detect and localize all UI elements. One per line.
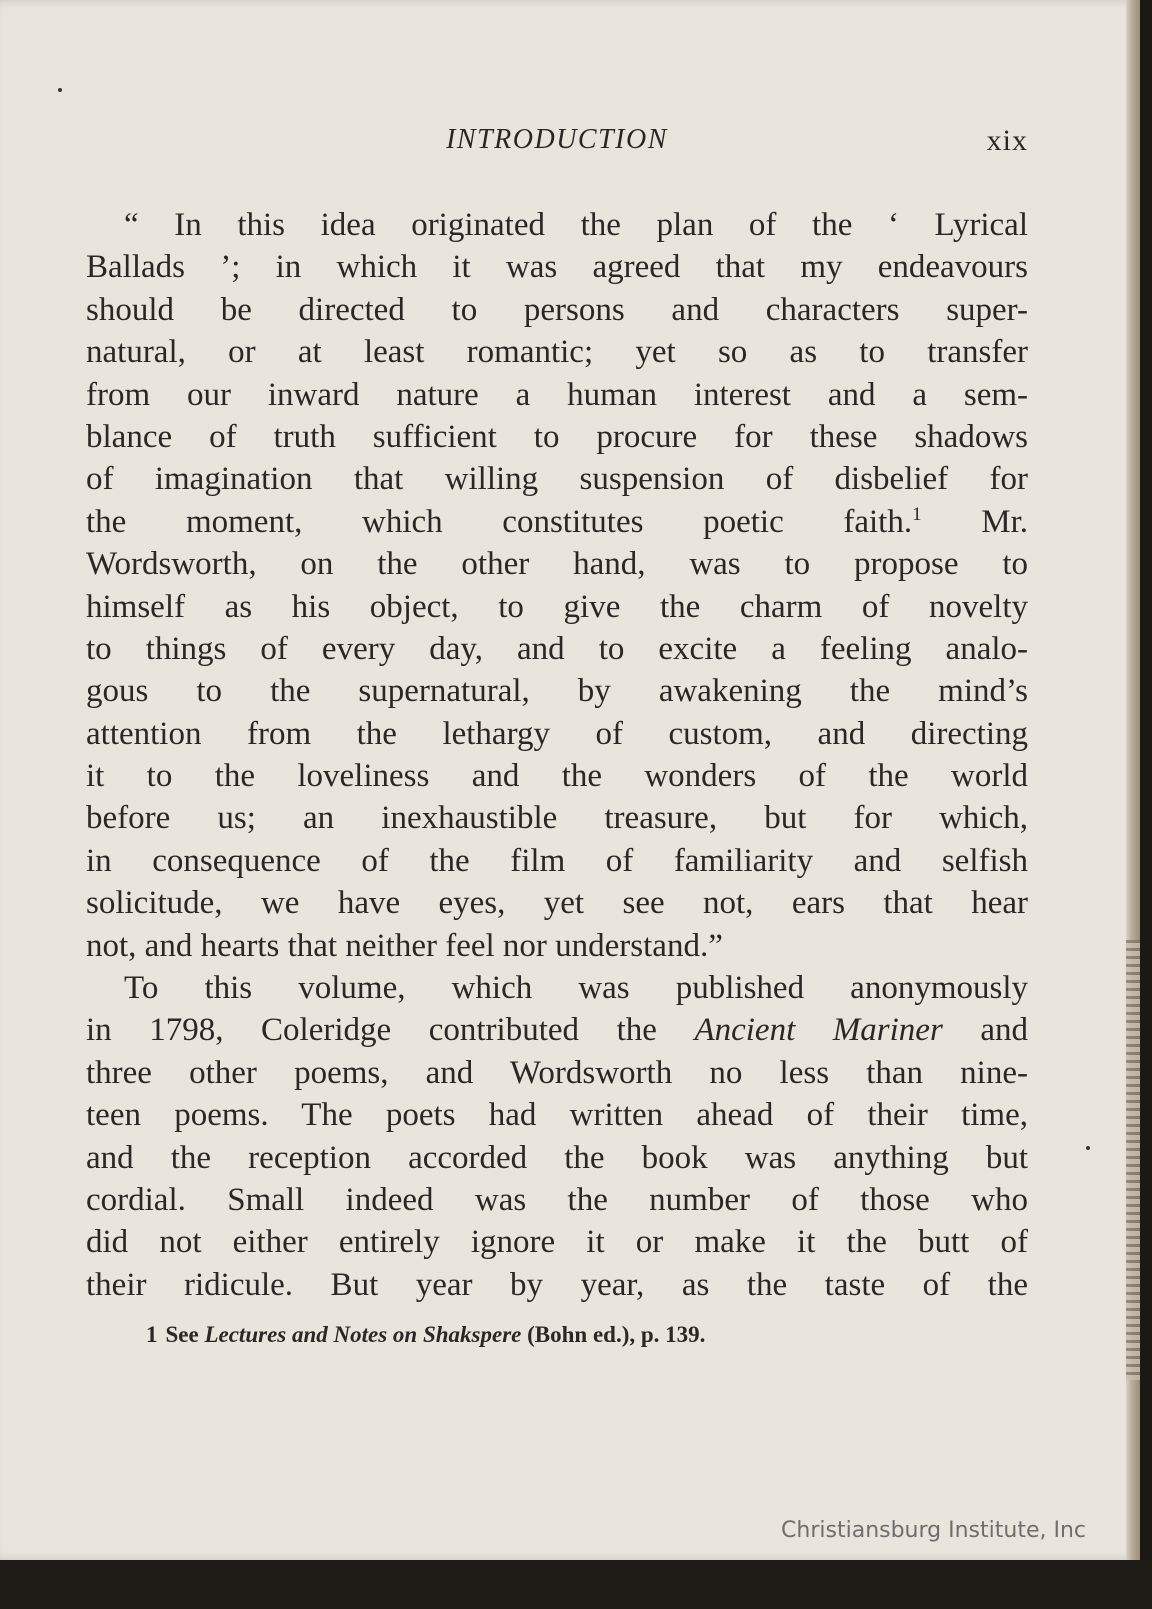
text-segment: the moment, which constitutes poetic faith. — [86, 503, 913, 540]
text-line: should be directed to persons and characters super- — [86, 291, 1028, 328]
text-line: in consequence of the film of familiarity and selfish — [86, 842, 1028, 879]
watermark: Christiansburg Institute, Inc — [781, 1518, 1086, 1543]
running-head — [86, 124, 1028, 164]
text-line: To this volume, which was published anonymously — [124, 970, 1028, 1007]
footnote-suffix: (Bohn ed.), p. 139. — [527, 1322, 706, 1347]
footnote-prefix: See — [165, 1322, 199, 1347]
text-line: from our inward nature a human interest and a sem- — [86, 376, 1028, 413]
footnote-reference: 1 — [912, 503, 922, 525]
bottom-shadow-band — [0, 1560, 1152, 1609]
text-line: it to the loveliness and the wonders of the world — [86, 758, 1028, 795]
body-text — [86, 204, 1028, 1306]
page-number: xix — [986, 124, 1028, 157]
text-line: of imagination that willing suspension of disbelief for — [86, 461, 1028, 498]
text-line: teen poems. The poets had written ahead of their time, — [86, 1097, 1028, 1134]
text-line: to things of every day, and to excite a feeling analo- — [86, 630, 1028, 667]
paper-speck — [1086, 1146, 1090, 1150]
text-segment: in 1798, Coleridge contributed the — [86, 1012, 657, 1049]
text-line: attention from the lethargy of custom, and directing — [86, 715, 1028, 752]
text-line: natural, or at least romantic; yet so as to transfer — [86, 334, 1028, 371]
footnote-mark: 1 — [146, 1322, 158, 1347]
paragraph-quote — [86, 204, 1028, 967]
text-line: did not either entirely ignore it or make it the butt of — [86, 1224, 1028, 1261]
paper-speck — [58, 88, 62, 92]
text-line-with-footnote-ref — [86, 501, 1028, 543]
footnote — [146, 1322, 705, 1348]
text-segment: and — [980, 1012, 1029, 1049]
running-title: INTRODUCTION — [446, 124, 668, 155]
paragraph-narrative — [86, 967, 1028, 1306]
text-line: their ridicule. But year by year, as the taste of the — [86, 1266, 1028, 1303]
work-title: Ancient Mariner — [694, 1012, 943, 1049]
text-line: “ In this idea originated the plan of the ‘ Lyrical — [124, 207, 1028, 243]
text-line: himself as his object, to give the charm of novelty — [86, 588, 1028, 625]
text-line: Wordsworth, on the other hand, was to propose to — [86, 546, 1028, 583]
text-line: blance of truth sufficient to procure for these shadows — [86, 418, 1028, 455]
text-line: not, and hearts that neither feel nor understand.” — [86, 927, 723, 964]
text-line: and the reception accorded the book was anything but — [86, 1139, 1028, 1176]
text-line: before us; an inexhaustible treasure, but for which, — [86, 800, 1028, 837]
text-segment: Mr. — [981, 503, 1029, 540]
text-line: cordial. Small indeed was the number of those who — [86, 1181, 1028, 1218]
text-line: Ballads ’; in which it was agreed that my endeavours — [86, 249, 1028, 286]
text-line: solicitude, we have eyes, yet see not, ears that hear — [86, 885, 1028, 922]
text-line: three other poems, and Wordsworth no less than nine- — [86, 1054, 1028, 1091]
page-edge-stripes — [1126, 940, 1140, 1380]
text-line-with-title — [86, 1009, 1028, 1051]
text-line: gous to the supernatural, by awakening the mind’s — [86, 673, 1028, 710]
footnote-title: Lectures and Notes on Shakspere — [204, 1322, 522, 1347]
